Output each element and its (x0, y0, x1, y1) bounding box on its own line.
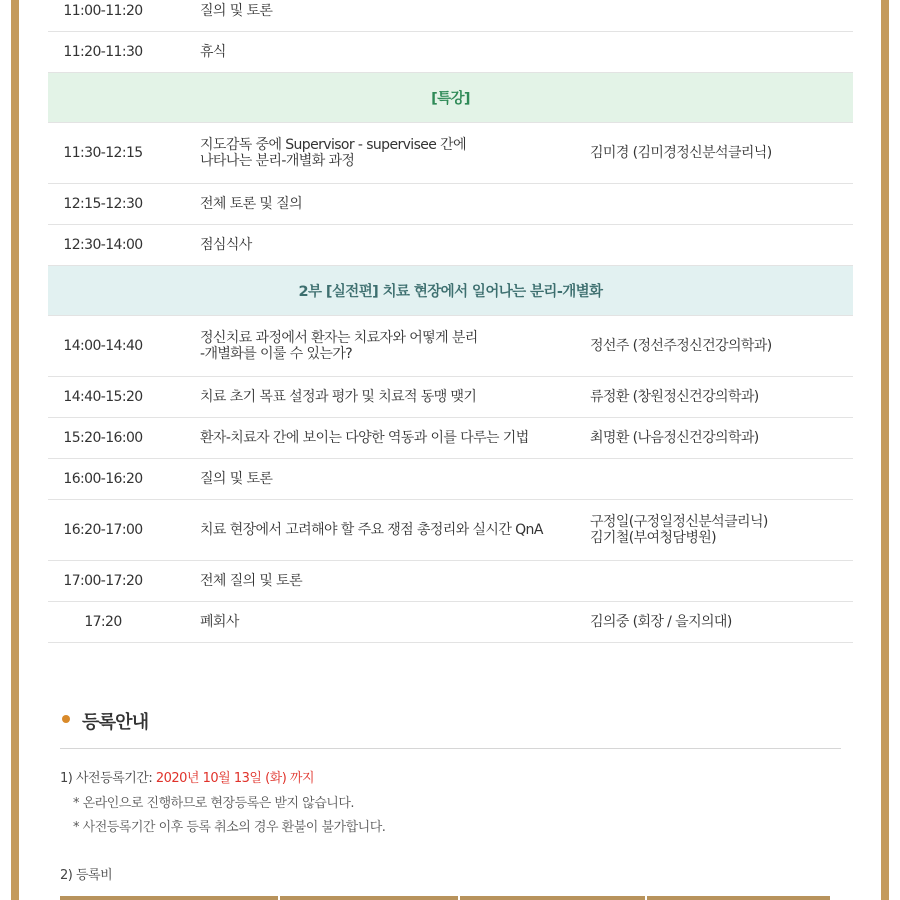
row-time: 12:30-14:00 (63, 237, 143, 253)
row-title (158, 330, 590, 362)
row-time: 14:00-14:40 (63, 338, 143, 354)
table-row (48, 602, 853, 643)
registration-period (60, 767, 314, 786)
registration-period-label: 1) 사전등록기간: (60, 771, 156, 786)
schedule-table (48, 0, 853, 643)
row-time: 17:20 (84, 614, 122, 630)
row-title: 환자-치료자 간에 보이는 다양한 역동과 이를 다루는 기법 (200, 430, 529, 446)
row-time: 12:15-12:30 (63, 196, 143, 212)
registration-fee-label: 2) 등록비 (60, 868, 113, 883)
registration-note-refund: * 사전등록기간 이후 등록 취소의 경우 환불이 불가합니다. (73, 820, 386, 835)
table-row (48, 225, 853, 266)
row-time: 15:20-16:00 (63, 430, 143, 446)
table-row (48, 316, 853, 377)
row-speaker-line: 구정일(구정일정신분석클리닉) (590, 514, 768, 530)
row-title-line: 지도감독 중에 Supervisor - supervisee 간에 (200, 137, 467, 153)
row-time: 11:30-12:15 (63, 145, 143, 161)
row-speaker (590, 514, 853, 546)
row-title: 전체 토론 및 질의 (200, 196, 303, 212)
registration-title: 등록안내 (82, 712, 149, 733)
row-time: 16:20-17:00 (63, 522, 143, 538)
row-speaker: 류정환 (창원정신건강의학과) (590, 389, 759, 405)
table-row (48, 459, 853, 500)
table-row (48, 561, 853, 602)
row-title (158, 137, 590, 169)
row-title: 점심식사 (200, 237, 252, 253)
fee-table-header-bar (60, 896, 830, 900)
table-row (48, 418, 853, 459)
row-title: 전체 질의 및 토론 (200, 573, 303, 589)
fee-table-header-cell (60, 896, 278, 900)
row-time: 11:20-11:30 (63, 44, 143, 60)
fee-table-header-cell (460, 896, 645, 900)
row-title: 치료 현장에서 고려해야 할 주요 쟁점 총정리와 실시간 QnA (200, 522, 543, 538)
bullet-dot-icon (62, 715, 70, 723)
row-title-line: -개별화를 이룰 수 있는가? (200, 346, 353, 362)
row-title: 폐회사 (200, 614, 239, 630)
fee-table-header-cell (280, 896, 458, 900)
table-row (48, 32, 853, 73)
table-row (48, 377, 853, 418)
row-title: 휴식 (200, 44, 226, 60)
table-row (48, 0, 853, 32)
row-speaker: 최명환 (나음정신건강의학과) (590, 430, 759, 446)
row-title-line: 정신치료 과정에서 환자는 치료자와 어떻게 분리 (200, 330, 478, 346)
registration-period-date: 2020년 10월 13일 (화) 까지 (155, 771, 315, 786)
row-speaker: 김미경 (김미경정신분석클리닉) (590, 145, 772, 161)
table-row (48, 123, 853, 184)
table-row (48, 184, 853, 225)
row-time: 14:40-15:20 (63, 389, 143, 405)
registration-note-online: * 온라인으로 진행하므로 현장등록은 받지 않습니다. (73, 796, 355, 811)
registration-header (60, 708, 841, 749)
row-time: 17:00-17:20 (63, 573, 143, 589)
row-title: 치료 초기 목표 설정과 평가 및 치료적 동맹 맺기 (200, 389, 477, 405)
page-frame-right (881, 0, 889, 900)
row-time: 11:00-11:20 (63, 2, 143, 19)
part2-band: 2부 [실전편] 치료 현장에서 일어나는 분리-개별화 (48, 266, 853, 316)
row-speaker: 김의중 (회장 / 을지의대) (590, 614, 732, 630)
row-speaker: 정선주 (정선주정신건강의학과) (590, 338, 772, 354)
special-lecture-band: [특강] (48, 73, 853, 123)
row-title-line: 나타나는 분리-개별화 과정 (200, 153, 355, 169)
row-title: 질의 및 토론 (200, 2, 273, 19)
row-title: 질의 및 토론 (200, 471, 273, 487)
fee-table-header-cell (647, 896, 830, 900)
page-frame-left (11, 0, 19, 900)
row-time: 16:00-16:20 (63, 471, 143, 487)
row-speaker-line: 김기철(부여청담병원) (590, 530, 717, 546)
table-row (48, 500, 853, 561)
